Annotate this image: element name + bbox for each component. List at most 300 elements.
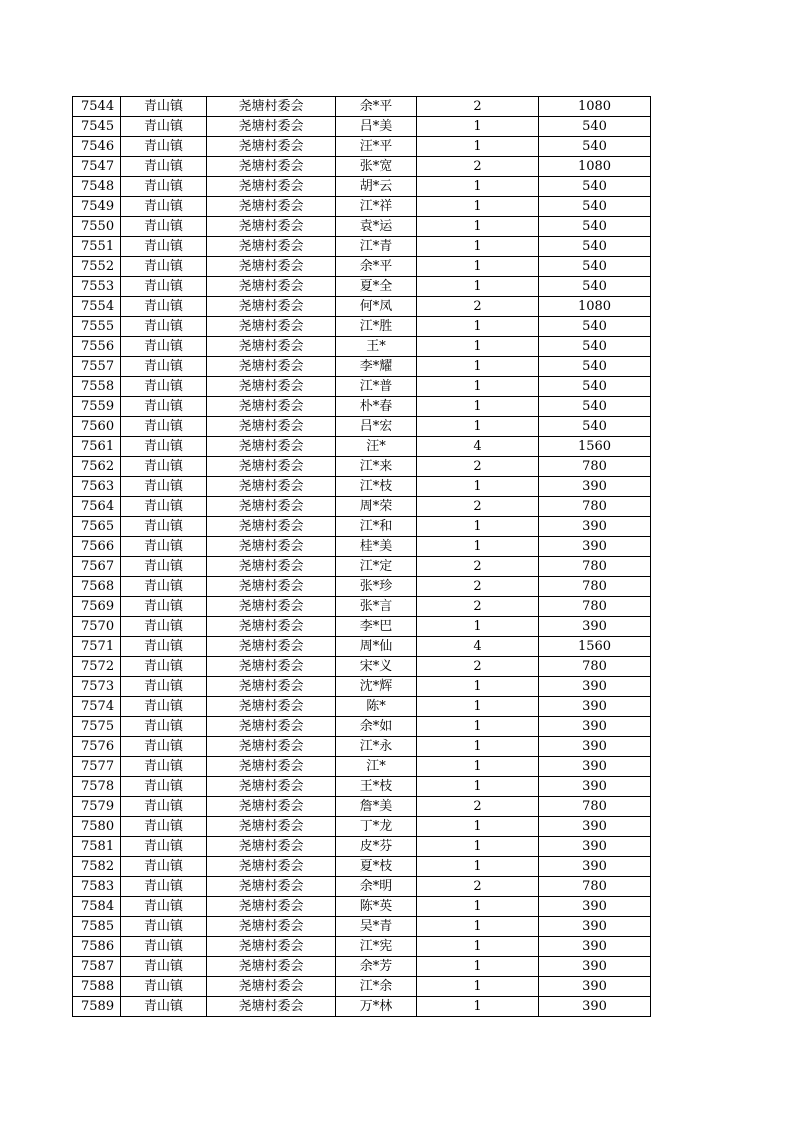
table-row <box>73 917 651 937</box>
amount-cell: 540 <box>539 277 651 297</box>
village-committee-cell: 尧塘村委会 <box>207 377 336 397</box>
person-name-cell: 王*枝 <box>336 777 417 797</box>
village-committee-cell: 尧塘村委会 <box>207 517 336 537</box>
amount-cell: 390 <box>539 917 651 937</box>
table-row <box>73 377 651 397</box>
record-id-cell: 7577 <box>73 757 121 777</box>
village-committee-cell: 尧塘村委会 <box>207 657 336 677</box>
village-committee-cell: 尧塘村委会 <box>207 477 336 497</box>
amount-cell: 540 <box>539 117 651 137</box>
table-row <box>73 457 651 477</box>
town-cell: 青山镇 <box>121 557 207 577</box>
person-name-cell: 袁*运 <box>336 217 417 237</box>
person-name-cell: 吴*青 <box>336 917 417 937</box>
household-count-cell: 1 <box>417 417 539 437</box>
record-id-cell: 7551 <box>73 237 121 257</box>
town-cell: 青山镇 <box>121 337 207 357</box>
village-committee-cell: 尧塘村委会 <box>207 977 336 997</box>
village-committee-cell: 尧塘村委会 <box>207 637 336 657</box>
table-row <box>73 597 651 617</box>
village-committee-cell: 尧塘村委会 <box>207 277 336 297</box>
town-cell: 青山镇 <box>121 657 207 677</box>
table-row <box>73 197 651 217</box>
village-committee-cell: 尧塘村委会 <box>207 117 336 137</box>
person-name-cell: 余*平 <box>336 97 417 117</box>
village-committee-cell: 尧塘村委会 <box>207 237 336 257</box>
person-name-cell: 何*凤 <box>336 297 417 317</box>
table-row <box>73 897 651 917</box>
household-count-cell: 1 <box>417 737 539 757</box>
village-committee-cell: 尧塘村委会 <box>207 297 336 317</box>
table-row <box>73 137 651 157</box>
household-count-cell: 2 <box>417 457 539 477</box>
table-row <box>73 677 651 697</box>
table-row <box>73 117 651 137</box>
household-count-cell: 1 <box>417 677 539 697</box>
amount-cell: 390 <box>539 477 651 497</box>
amount-cell: 390 <box>539 777 651 797</box>
village-committee-cell: 尧塘村委会 <box>207 497 336 517</box>
record-id-cell: 7566 <box>73 537 121 557</box>
village-committee-cell: 尧塘村委会 <box>207 537 336 557</box>
person-name-cell: 吕*宏 <box>336 417 417 437</box>
amount-cell: 1080 <box>539 297 651 317</box>
amount-cell: 1560 <box>539 637 651 657</box>
amount-cell: 390 <box>539 997 651 1017</box>
person-name-cell: 汪* <box>336 437 417 457</box>
village-committee-cell: 尧塘村委会 <box>207 197 336 217</box>
person-name-cell: 周*仙 <box>336 637 417 657</box>
town-cell: 青山镇 <box>121 457 207 477</box>
household-count-cell: 1 <box>417 477 539 497</box>
person-name-cell: 江*永 <box>336 737 417 757</box>
household-count-cell: 1 <box>417 937 539 957</box>
table-row <box>73 977 651 997</box>
village-committee-cell: 尧塘村委会 <box>207 257 336 277</box>
table-row <box>73 317 651 337</box>
table-row <box>73 437 651 457</box>
table-row <box>73 877 651 897</box>
town-cell: 青山镇 <box>121 217 207 237</box>
record-id-cell: 7573 <box>73 677 121 697</box>
household-count-cell: 2 <box>417 97 539 117</box>
table-row <box>73 477 651 497</box>
amount-cell: 540 <box>539 357 651 377</box>
amount-cell: 390 <box>539 617 651 637</box>
amount-cell: 390 <box>539 697 651 717</box>
town-cell: 青山镇 <box>121 197 207 217</box>
table-row <box>73 637 651 657</box>
household-count-cell: 2 <box>417 597 539 617</box>
household-count-cell: 1 <box>417 537 539 557</box>
town-cell: 青山镇 <box>121 277 207 297</box>
record-id-cell: 7588 <box>73 977 121 997</box>
person-name-cell: 江*宪 <box>336 937 417 957</box>
table-row <box>73 717 651 737</box>
amount-cell: 780 <box>539 657 651 677</box>
person-name-cell: 吕*美 <box>336 117 417 137</box>
town-cell: 青山镇 <box>121 477 207 497</box>
person-name-cell: 江*来 <box>336 457 417 477</box>
household-count-cell: 1 <box>417 757 539 777</box>
table-row <box>73 97 651 117</box>
household-count-cell: 1 <box>417 857 539 877</box>
household-count-cell: 1 <box>417 197 539 217</box>
record-id-cell: 7572 <box>73 657 121 677</box>
town-cell: 青山镇 <box>121 817 207 837</box>
village-committee-cell: 尧塘村委会 <box>207 437 336 457</box>
village-committee-cell: 尧塘村委会 <box>207 177 336 197</box>
table-row <box>73 217 651 237</box>
record-id-cell: 7569 <box>73 597 121 617</box>
record-id-cell: 7567 <box>73 557 121 577</box>
town-cell: 青山镇 <box>121 617 207 637</box>
household-count-cell: 1 <box>417 717 539 737</box>
record-id-cell: 7550 <box>73 217 121 237</box>
town-cell: 青山镇 <box>121 897 207 917</box>
household-count-cell: 2 <box>417 297 539 317</box>
amount-cell: 540 <box>539 257 651 277</box>
table-row <box>73 557 651 577</box>
village-committee-cell: 尧塘村委会 <box>207 617 336 637</box>
record-id-cell: 7585 <box>73 917 121 937</box>
household-count-cell: 1 <box>417 837 539 857</box>
amount-cell: 540 <box>539 217 651 237</box>
amount-cell: 390 <box>539 537 651 557</box>
household-count-cell: 1 <box>417 277 539 297</box>
village-committee-cell: 尧塘村委会 <box>207 777 336 797</box>
village-committee-cell: 尧塘村委会 <box>207 857 336 877</box>
table-row <box>73 857 651 877</box>
person-name-cell: 丁*龙 <box>336 817 417 837</box>
amount-cell: 390 <box>539 817 651 837</box>
amount-cell: 540 <box>539 377 651 397</box>
town-cell: 青山镇 <box>121 357 207 377</box>
record-id-cell: 7557 <box>73 357 121 377</box>
household-count-cell: 1 <box>417 257 539 277</box>
town-cell: 青山镇 <box>121 877 207 897</box>
village-committee-cell: 尧塘村委会 <box>207 737 336 757</box>
town-cell: 青山镇 <box>121 757 207 777</box>
record-id-cell: 7565 <box>73 517 121 537</box>
village-committee-cell: 尧塘村委会 <box>207 217 336 237</box>
household-count-cell: 1 <box>417 337 539 357</box>
amount-cell: 540 <box>539 417 651 437</box>
person-name-cell: 詹*美 <box>336 797 417 817</box>
record-id-cell: 7578 <box>73 777 121 797</box>
amount-cell: 540 <box>539 177 651 197</box>
village-committee-cell: 尧塘村委会 <box>207 397 336 417</box>
household-count-cell: 1 <box>417 817 539 837</box>
town-cell: 青山镇 <box>121 837 207 857</box>
person-name-cell: 江*余 <box>336 977 417 997</box>
person-name-cell: 汪*平 <box>336 137 417 157</box>
table-row <box>73 177 651 197</box>
village-committee-cell: 尧塘村委会 <box>207 677 336 697</box>
household-count-cell: 1 <box>417 217 539 237</box>
village-committee-cell: 尧塘村委会 <box>207 337 336 357</box>
table-row <box>73 657 651 677</box>
table-row <box>73 837 651 857</box>
town-cell: 青山镇 <box>121 237 207 257</box>
table-row <box>73 937 651 957</box>
amount-cell: 540 <box>539 197 651 217</box>
person-name-cell: 朴*春 <box>336 397 417 417</box>
record-id-cell: 7584 <box>73 897 121 917</box>
record-id-cell: 7575 <box>73 717 121 737</box>
village-committee-cell: 尧塘村委会 <box>207 817 336 837</box>
person-name-cell: 皮*芬 <box>336 837 417 857</box>
record-id-cell: 7544 <box>73 97 121 117</box>
village-committee-cell: 尧塘村委会 <box>207 797 336 817</box>
record-id-cell: 7559 <box>73 397 121 417</box>
table-row <box>73 297 651 317</box>
amount-cell: 780 <box>539 557 651 577</box>
records-table-body <box>73 97 651 1017</box>
person-name-cell: 余*平 <box>336 257 417 277</box>
record-id-cell: 7581 <box>73 837 121 857</box>
person-name-cell: 李*耀 <box>336 357 417 377</box>
person-name-cell: 张*言 <box>336 597 417 617</box>
village-committee-cell: 尧塘村委会 <box>207 897 336 917</box>
amount-cell: 390 <box>539 737 651 757</box>
town-cell: 青山镇 <box>121 297 207 317</box>
table-row <box>73 357 651 377</box>
amount-cell: 780 <box>539 797 651 817</box>
amount-cell: 390 <box>539 857 651 877</box>
town-cell: 青山镇 <box>121 257 207 277</box>
household-count-cell: 4 <box>417 637 539 657</box>
record-id-cell: 7552 <box>73 257 121 277</box>
person-name-cell: 江*祥 <box>336 197 417 217</box>
town-cell: 青山镇 <box>121 797 207 817</box>
person-name-cell: 桂*美 <box>336 537 417 557</box>
amount-cell: 540 <box>539 237 651 257</box>
person-name-cell: 江*青 <box>336 237 417 257</box>
household-count-cell: 2 <box>417 797 539 817</box>
record-id-cell: 7555 <box>73 317 121 337</box>
household-count-cell: 1 <box>417 697 539 717</box>
person-name-cell: 余*芳 <box>336 957 417 977</box>
town-cell: 青山镇 <box>121 717 207 737</box>
amount-cell: 780 <box>539 497 651 517</box>
record-id-cell: 7589 <box>73 997 121 1017</box>
table-row <box>73 517 651 537</box>
household-count-cell: 1 <box>417 977 539 997</box>
person-name-cell: 张*珍 <box>336 577 417 597</box>
records-table <box>72 96 651 1017</box>
person-name-cell: 沈*辉 <box>336 677 417 697</box>
village-committee-cell: 尧塘村委会 <box>207 357 336 377</box>
amount-cell: 390 <box>539 757 651 777</box>
household-count-cell: 1 <box>417 517 539 537</box>
household-count-cell: 2 <box>417 877 539 897</box>
person-name-cell: 余*明 <box>336 877 417 897</box>
village-committee-cell: 尧塘村委会 <box>207 697 336 717</box>
household-count-cell: 1 <box>417 177 539 197</box>
person-name-cell: 陈*英 <box>336 897 417 917</box>
town-cell: 青山镇 <box>121 777 207 797</box>
table-row <box>73 817 651 837</box>
table-row <box>73 777 651 797</box>
village-committee-cell: 尧塘村委会 <box>207 917 336 937</box>
amount-cell: 540 <box>539 137 651 157</box>
household-count-cell: 1 <box>417 377 539 397</box>
amount-cell: 780 <box>539 877 651 897</box>
person-name-cell: 宋*义 <box>336 657 417 677</box>
town-cell: 青山镇 <box>121 117 207 137</box>
town-cell: 青山镇 <box>121 857 207 877</box>
town-cell: 青山镇 <box>121 577 207 597</box>
amount-cell: 390 <box>539 957 651 977</box>
village-committee-cell: 尧塘村委会 <box>207 137 336 157</box>
household-count-cell: 2 <box>417 577 539 597</box>
village-committee-cell: 尧塘村委会 <box>207 717 336 737</box>
household-count-cell: 1 <box>417 777 539 797</box>
amount-cell: 390 <box>539 837 651 857</box>
record-id-cell: 7574 <box>73 697 121 717</box>
town-cell: 青山镇 <box>121 437 207 457</box>
household-count-cell: 2 <box>417 497 539 517</box>
record-id-cell: 7579 <box>73 797 121 817</box>
household-count-cell: 2 <box>417 157 539 177</box>
table-row <box>73 257 651 277</box>
table-row <box>73 157 651 177</box>
household-count-cell: 2 <box>417 557 539 577</box>
person-name-cell: 王* <box>336 337 417 357</box>
table-row <box>73 277 651 297</box>
town-cell: 青山镇 <box>121 597 207 617</box>
person-name-cell: 夏*全 <box>336 277 417 297</box>
amount-cell: 540 <box>539 317 651 337</box>
table-row <box>73 337 651 357</box>
table-row <box>73 617 651 637</box>
record-id-cell: 7546 <box>73 137 121 157</box>
household-count-cell: 1 <box>417 617 539 637</box>
household-count-cell: 1 <box>417 117 539 137</box>
table-row <box>73 797 651 817</box>
household-count-cell: 1 <box>417 997 539 1017</box>
table-row <box>73 537 651 557</box>
town-cell: 青山镇 <box>121 97 207 117</box>
village-committee-cell: 尧塘村委会 <box>207 457 336 477</box>
village-committee-cell: 尧塘村委会 <box>207 577 336 597</box>
household-count-cell: 4 <box>417 437 539 457</box>
table-row <box>73 957 651 977</box>
town-cell: 青山镇 <box>121 517 207 537</box>
record-id-cell: 7568 <box>73 577 121 597</box>
amount-cell: 390 <box>539 937 651 957</box>
town-cell: 青山镇 <box>121 417 207 437</box>
town-cell: 青山镇 <box>121 737 207 757</box>
town-cell: 青山镇 <box>121 957 207 977</box>
household-count-cell: 1 <box>417 237 539 257</box>
record-id-cell: 7561 <box>73 437 121 457</box>
person-name-cell: 江*定 <box>336 557 417 577</box>
amount-cell: 540 <box>539 397 651 417</box>
town-cell: 青山镇 <box>121 997 207 1017</box>
household-count-cell: 1 <box>417 357 539 377</box>
record-id-cell: 7587 <box>73 957 121 977</box>
record-id-cell: 7571 <box>73 637 121 657</box>
household-count-cell: 1 <box>417 317 539 337</box>
record-id-cell: 7564 <box>73 497 121 517</box>
town-cell: 青山镇 <box>121 937 207 957</box>
amount-cell: 390 <box>539 717 651 737</box>
town-cell: 青山镇 <box>121 397 207 417</box>
household-count-cell: 1 <box>417 957 539 977</box>
village-committee-cell: 尧塘村委会 <box>207 157 336 177</box>
household-count-cell: 2 <box>417 657 539 677</box>
record-id-cell: 7586 <box>73 937 121 957</box>
town-cell: 青山镇 <box>121 317 207 337</box>
table-row <box>73 237 651 257</box>
person-name-cell: 江*枝 <box>336 477 417 497</box>
village-committee-cell: 尧塘村委会 <box>207 557 336 577</box>
person-name-cell: 万*林 <box>336 997 417 1017</box>
table-row <box>73 737 651 757</box>
table-row <box>73 577 651 597</box>
village-committee-cell: 尧塘村委会 <box>207 317 336 337</box>
town-cell: 青山镇 <box>121 917 207 937</box>
amount-cell: 390 <box>539 897 651 917</box>
town-cell: 青山镇 <box>121 157 207 177</box>
person-name-cell: 胡*云 <box>336 177 417 197</box>
amount-cell: 1560 <box>539 437 651 457</box>
record-id-cell: 7580 <box>73 817 121 837</box>
record-id-cell: 7553 <box>73 277 121 297</box>
amount-cell: 780 <box>539 597 651 617</box>
village-committee-cell: 尧塘村委会 <box>207 937 336 957</box>
record-id-cell: 7576 <box>73 737 121 757</box>
town-cell: 青山镇 <box>121 977 207 997</box>
village-committee-cell: 尧塘村委会 <box>207 597 336 617</box>
village-committee-cell: 尧塘村委会 <box>207 757 336 777</box>
amount-cell: 390 <box>539 677 651 697</box>
amount-cell: 390 <box>539 517 651 537</box>
person-name-cell: 周*荣 <box>336 497 417 517</box>
record-id-cell: 7563 <box>73 477 121 497</box>
person-name-cell: 江* <box>336 757 417 777</box>
record-id-cell: 7562 <box>73 457 121 477</box>
table-row <box>73 417 651 437</box>
record-id-cell: 7582 <box>73 857 121 877</box>
record-id-cell: 7583 <box>73 877 121 897</box>
table-row <box>73 697 651 717</box>
record-id-cell: 7560 <box>73 417 121 437</box>
record-id-cell: 7545 <box>73 117 121 137</box>
household-count-cell: 1 <box>417 897 539 917</box>
table-row <box>73 757 651 777</box>
village-committee-cell: 尧塘村委会 <box>207 957 336 977</box>
amount-cell: 390 <box>539 977 651 997</box>
town-cell: 青山镇 <box>121 637 207 657</box>
table-row <box>73 997 651 1017</box>
record-id-cell: 7558 <box>73 377 121 397</box>
person-name-cell: 江*和 <box>336 517 417 537</box>
household-count-cell: 1 <box>417 137 539 157</box>
household-count-cell: 1 <box>417 917 539 937</box>
town-cell: 青山镇 <box>121 697 207 717</box>
person-name-cell: 余*如 <box>336 717 417 737</box>
person-name-cell: 江*普 <box>336 377 417 397</box>
person-name-cell: 陈* <box>336 697 417 717</box>
amount-cell: 780 <box>539 457 651 477</box>
village-committee-cell: 尧塘村委会 <box>207 997 336 1017</box>
record-id-cell: 7556 <box>73 337 121 357</box>
record-id-cell: 7554 <box>73 297 121 317</box>
amount-cell: 1080 <box>539 97 651 117</box>
